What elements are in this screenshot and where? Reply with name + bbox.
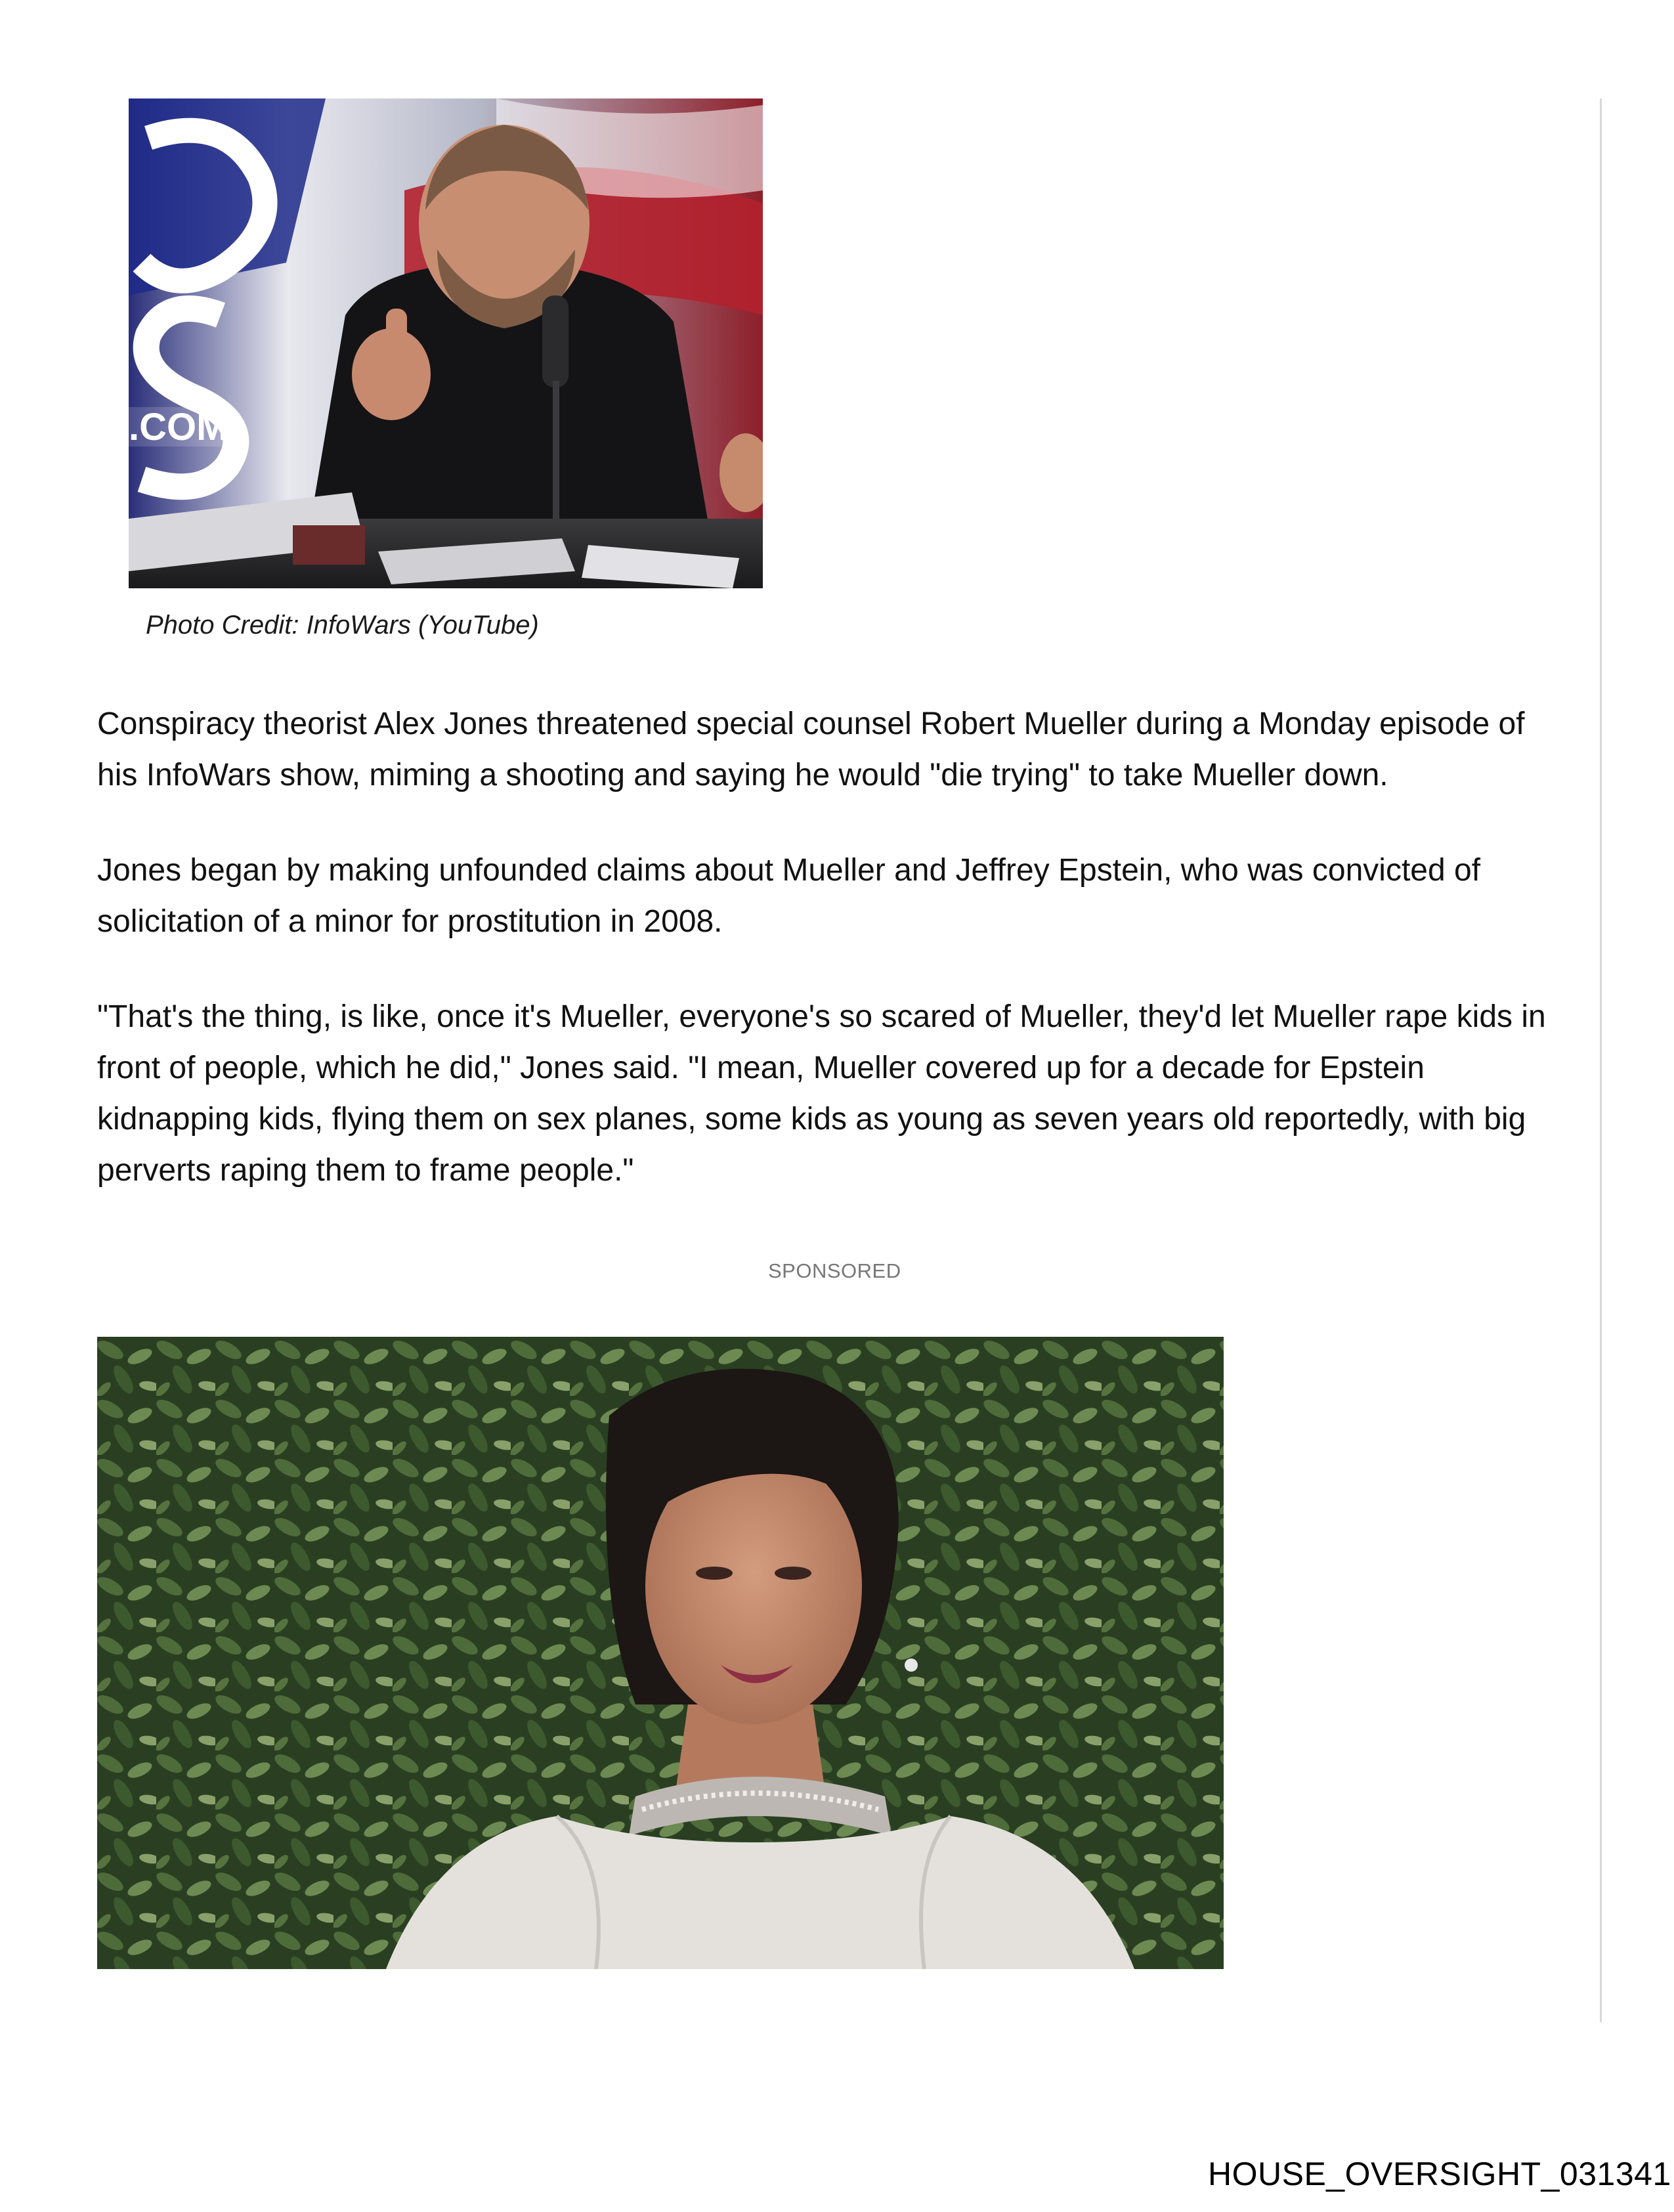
document-id: HOUSE_OVERSIGHT_031341	[1208, 2156, 1671, 2192]
article-paragraph-1: Conspiracy theorist Alex Jones threatened special counsel Robert Mueller during a Monday episode of his InfoWars show, miming a shooting and saying he would "die trying" to take Mueller down.	[97, 706, 1525, 792]
right-margin-rule	[1600, 98, 1602, 2022]
article-paragraph-2: Jones began by making unfounded claims about Mueller and Jeffrey Epstein, who was convicted of solicitation of a minor for prostitution in 2008.	[97, 853, 1481, 939]
sponsored-photo-icon	[97, 1337, 1224, 1969]
news-photo	[129, 98, 763, 588]
photo-watermark: .COM	[129, 406, 228, 448]
sponsored-photo[interactable]	[97, 1337, 1224, 1969]
sponsored-label: SPONSORED	[768, 1259, 901, 1282]
news-photo-icon	[129, 98, 763, 588]
article-paragraph-3: "That's the thing, is like, once it's Mueller, everyone's so scared of Mueller, they'd let Mueller rape kids in front of people, which he did," Jones said. "I mean, Mueller covered up for a decade for Epstein kidnapping kids, flying them on sex planes, some kids as young as seven years old reportedly, with big perverts raping them to frame people."	[97, 999, 1546, 1188]
photo-caption: Photo Credit: InfoWars (YouTube)	[146, 611, 539, 640]
